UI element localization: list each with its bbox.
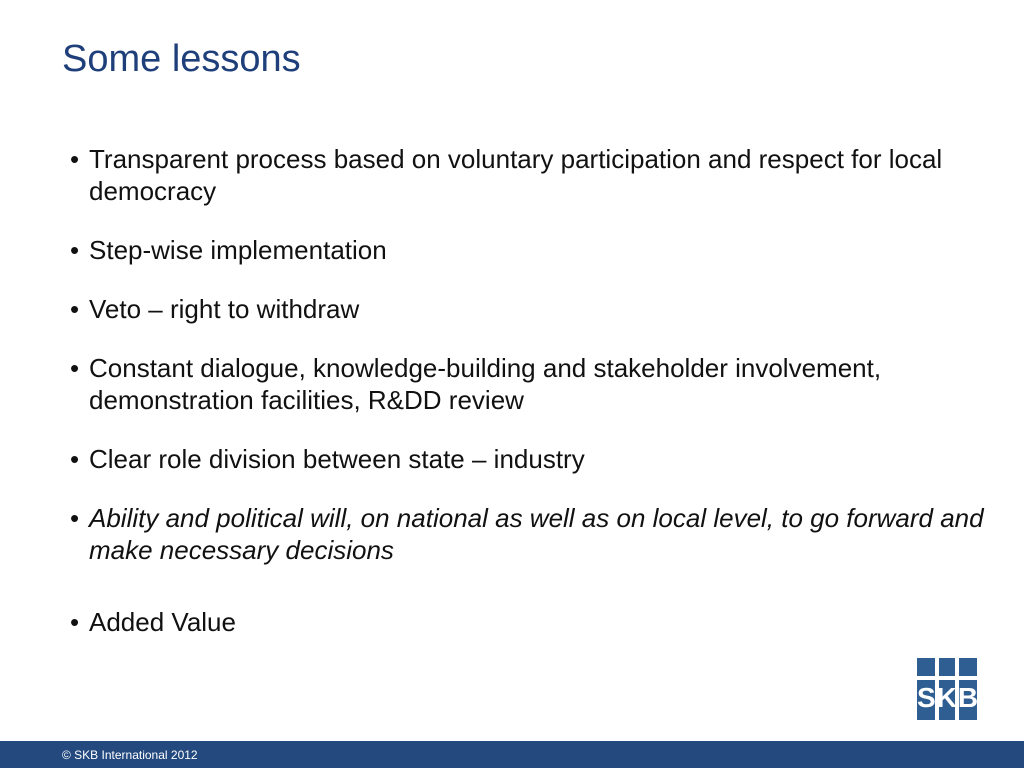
logo-grid-line — [917, 676, 977, 680]
slide-title: Some lessons — [62, 38, 301, 80]
bullet-text: Transparent process based on voluntary participation and respect for local democracy — [89, 144, 943, 206]
bullet-item — [70, 443, 995, 475]
bullet-text: Added Value — [89, 607, 236, 637]
copyright-text: © SKB International 2012 — [62, 748, 198, 762]
bullet-item — [70, 352, 995, 416]
bullet-text: Ability and political will, on national as well as on local level, to go forward and make necessary decisions — [89, 503, 984, 565]
bullet-text: Veto – right to withdraw — [89, 294, 360, 324]
bullet-item — [70, 606, 995, 638]
bullet-text: Clear role division between state – industry — [89, 444, 585, 474]
footer-bar — [0, 741, 1024, 768]
bullet-text: Constant dialogue, knowledge-building and stakeholder involvement, demonstration facilities, R&DD review — [89, 353, 882, 415]
bullet-text: Step-wise implementation — [89, 235, 387, 265]
skb-logo — [917, 658, 980, 720]
logo-text: SKB — [917, 682, 980, 713]
bullet-item — [70, 143, 995, 207]
bullet-item — [70, 234, 995, 266]
bullet-item — [70, 293, 995, 325]
bullet-item-italic — [70, 502, 995, 566]
bullet-list — [70, 143, 995, 638]
